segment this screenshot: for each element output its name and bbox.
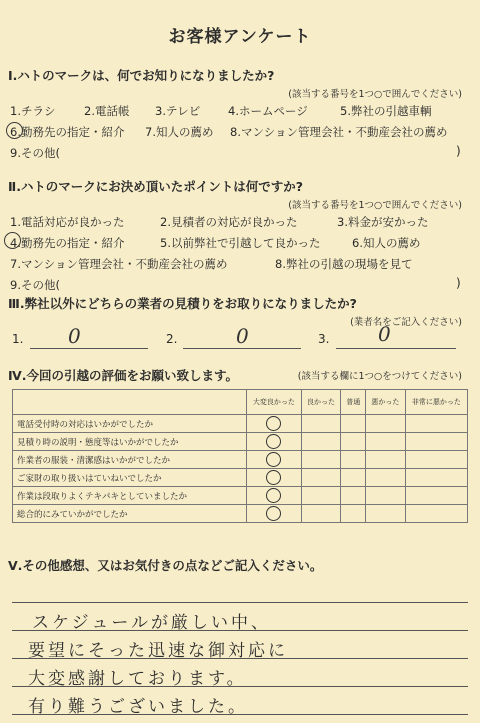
table-row <box>13 487 468 505</box>
rating-cell-good[interactable] <box>301 433 341 451</box>
rating-cell-average[interactable] <box>341 469 366 487</box>
row-label: 総合的にみていかがでしたか <box>13 505 247 523</box>
s1-option-1[interactable]: 1.チラシ <box>10 104 56 118</box>
evaluation-header-blank <box>13 390 247 415</box>
rating-cell-good[interactable] <box>301 487 341 505</box>
rating-cell-very-bad[interactable] <box>405 505 467 523</box>
s2-option-2[interactable]: 2.見積者の対応が良かった <box>160 215 298 229</box>
section3-note: (業者名をご記入ください) <box>350 317 462 328</box>
section2-note: (該当する番号を1つ○で囲んでください) <box>288 200 462 211</box>
table-row <box>13 469 468 487</box>
circle-mark <box>266 452 281 467</box>
rating-cell-very-bad[interactable] <box>405 433 467 451</box>
s3-label-1: 1. <box>12 332 24 346</box>
s2-option-9[interactable]: 9.その他( <box>10 278 60 292</box>
section1-note: (該当する番号を1つ○で囲んでください) <box>288 89 462 100</box>
s1-paren-close: ) <box>456 144 461 158</box>
rating-cell-very-good[interactable] <box>247 469 302 487</box>
table-row <box>13 451 468 469</box>
rating-cell-very-bad[interactable] <box>405 415 467 433</box>
row-label: ご家財の取り扱いはていねいでしたか <box>13 469 247 487</box>
rating-cell-bad[interactable] <box>366 505 406 523</box>
section2-heading: Ⅱ.ハトのマークにお決め頂いたポイントは何ですか? <box>8 179 303 194</box>
rating-cell-very-good[interactable] <box>247 415 302 433</box>
rating-cell-average[interactable] <box>341 505 366 523</box>
s2-option-6[interactable]: 6.知人の薦め <box>352 236 421 250</box>
section1-heading: Ⅰ.ハトのマークは、何でお知りになりましたか? <box>8 68 275 83</box>
row-label: 作業は段取りよくテキパキとしていましたか <box>13 487 247 505</box>
s3-label-3: 3. <box>318 332 330 346</box>
s2-option-7[interactable]: 7.マンション管理会社・不動産会社の薦め <box>10 257 228 271</box>
s2-option-1[interactable]: 1.電話対応が良かった <box>10 215 125 229</box>
row-label: 見積り時の説明・態度等はいかがでしたか <box>13 433 247 451</box>
s2-option-5[interactable]: 5.以前弊社で引越して良かった <box>160 236 321 250</box>
rating-cell-average[interactable] <box>341 415 366 433</box>
rating-cell-average[interactable] <box>341 451 366 469</box>
section4-heading: Ⅳ.今回の引越の評価をお願い致します。 <box>8 368 238 383</box>
s3-answer-2: 0 <box>236 324 249 348</box>
s2-option-4[interactable]: 4.勤務先の指定・紹介 <box>10 236 125 250</box>
circle-mark <box>266 434 281 449</box>
s3-label-2: 2. <box>166 332 178 346</box>
s2-selected-circle-mark <box>4 232 21 249</box>
col-very-good: 大変良かった <box>247 390 302 415</box>
rating-cell-very-good[interactable] <box>247 505 302 523</box>
rating-cell-very-bad[interactable] <box>405 469 467 487</box>
comment-line-4: 有り難うございました。 <box>28 697 248 717</box>
comment-line-3: 大変感謝しております。 <box>28 669 247 689</box>
evaluation-table <box>12 389 468 523</box>
rating-cell-good[interactable] <box>301 469 341 487</box>
s1-option-6[interactable]: 6.勤務先の指定・紹介 <box>10 125 125 139</box>
circle-mark <box>266 488 281 503</box>
comment-line-1: スケジュールが厳しい中、 <box>32 613 271 633</box>
rating-cell-very-bad[interactable] <box>405 487 467 505</box>
row-label: 電話受付時の対応はいかがでしたか <box>13 415 247 433</box>
col-good: 良かった <box>301 390 341 415</box>
rating-cell-very-good[interactable] <box>247 433 302 451</box>
table-row <box>13 433 468 451</box>
s1-option-7[interactable]: 7.知人の薦め <box>145 125 214 139</box>
row-label: 作業者の服装・清潔感はいかがでしたか <box>13 451 247 469</box>
col-average: 普通 <box>341 390 366 415</box>
rating-cell-bad[interactable] <box>366 487 406 505</box>
s1-option-3[interactable]: 3.テレビ <box>155 104 201 118</box>
circle-mark <box>266 506 281 521</box>
section4-note: (該当する欄に1つ○をつけてください) <box>297 371 462 382</box>
s1-option-2[interactable]: 2.電話帳 <box>84 104 130 118</box>
s1-option-9[interactable]: 9.その他( <box>10 146 60 160</box>
s1-option-4[interactable]: 4.ホームページ <box>228 104 308 118</box>
s3-blank-3[interactable] <box>336 348 456 349</box>
s2-option-8[interactable]: 8.弊社の引越の現場を見て <box>275 257 413 271</box>
rating-cell-average[interactable] <box>341 487 366 505</box>
comment-rule-1 <box>12 602 468 603</box>
table-row <box>13 505 468 523</box>
s2-paren-close: ) <box>456 276 461 290</box>
circle-mark <box>266 416 281 431</box>
s3-answer-1: 0 <box>68 324 81 348</box>
col-bad: 悪かった <box>366 390 406 415</box>
rating-cell-very-good[interactable] <box>247 487 302 505</box>
form-title: お客様アンケート <box>168 27 312 47</box>
table-row <box>13 415 468 433</box>
rating-cell-average[interactable] <box>341 433 366 451</box>
rating-cell-good[interactable] <box>301 505 341 523</box>
evaluation-header-row <box>13 390 468 415</box>
s3-answer-3: 0 <box>378 322 391 346</box>
circle-mark <box>266 470 281 485</box>
s1-option-8[interactable]: 8.マンション管理会社・不動産会社の薦め <box>230 125 448 139</box>
rating-cell-bad[interactable] <box>366 415 406 433</box>
s1-selected-circle-mark <box>6 122 23 139</box>
s3-blank-2[interactable] <box>183 348 301 349</box>
section5-heading: Ⅴ.その他感想、又はお気付きの点などご記入ください。 <box>8 558 323 573</box>
rating-cell-bad[interactable] <box>366 469 406 487</box>
rating-cell-bad[interactable] <box>366 433 406 451</box>
rating-cell-good[interactable] <box>301 415 341 433</box>
rating-cell-good[interactable] <box>301 451 341 469</box>
s1-option-5[interactable]: 5.弊社の引越車輌 <box>340 104 432 118</box>
col-very-bad: 非常に悪かった <box>405 390 467 415</box>
rating-cell-bad[interactable] <box>366 451 406 469</box>
s3-blank-1[interactable] <box>30 348 148 349</box>
section3-heading: Ⅲ.弊社以外にどちらの業者の見積りをお取りになりましたか? <box>8 296 357 311</box>
rating-cell-very-good[interactable] <box>247 451 302 469</box>
s2-option-3[interactable]: 3.料金が安かった <box>337 215 429 229</box>
rating-cell-very-bad[interactable] <box>405 451 467 469</box>
comment-line-2: 要望にそった迅速な御対応に <box>28 641 288 661</box>
